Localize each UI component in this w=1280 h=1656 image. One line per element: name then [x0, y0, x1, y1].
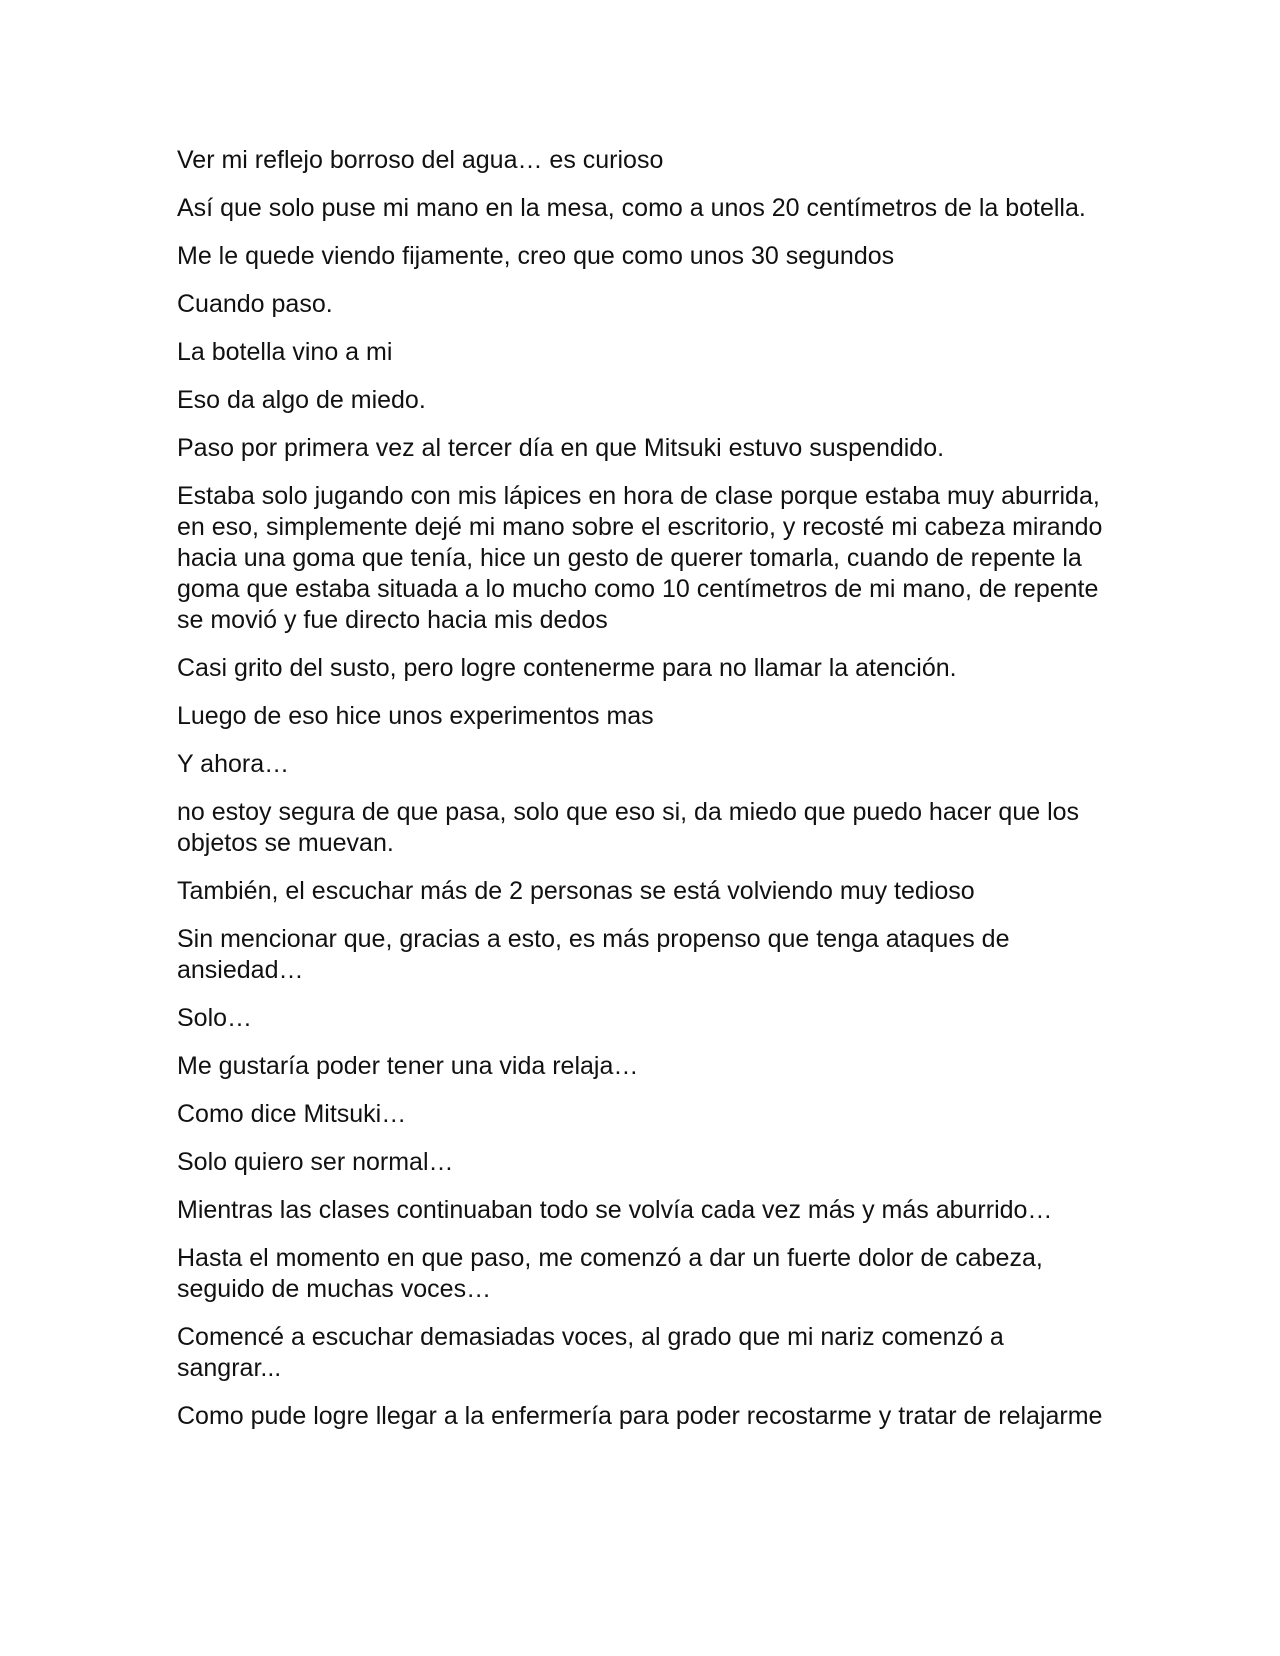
paragraph: También, el escuchar más de 2 personas se está volviendo muy tedioso	[177, 877, 975, 905]
paragraph: Mientras las clases continuaban todo se volvía cada vez más y más aburrido…	[177, 1196, 1053, 1224]
paragraph: Y ahora…	[177, 750, 290, 778]
paragraph: Sin mencionar que, gracias a esto, es más propenso que tenga ataques de ansiedad…	[177, 925, 1010, 984]
paragraph: Solo quiero ser normal…	[177, 1148, 454, 1176]
paragraph: Me gustaría poder tener una vida relaja…	[177, 1052, 639, 1080]
paragraph: Paso por primera vez al tercer día en que Mitsuki estuvo suspendido.	[177, 434, 945, 462]
paragraph: no estoy segura de que pasa, solo que eso si, da miedo que puedo hacer que los objetos se muevan.	[177, 798, 1080, 857]
paragraph: Hasta el momento en que paso, me comenzó a dar un fuerte dolor de cabeza, seguido de muchas voces…	[177, 1244, 1043, 1303]
paragraph: Solo…	[177, 1004, 253, 1032]
paragraph: Cuando paso.	[177, 290, 333, 318]
paragraph: Como pude logre llegar a la enfermería para poder recostarme y tratar de relajarme	[177, 1402, 1103, 1430]
paragraph: Casi grito del susto, pero logre contenerme para no llamar la atención.	[177, 654, 957, 682]
paragraph: Eso da algo de miedo.	[177, 386, 426, 414]
paragraph: Así que solo puse mi mano en la mesa, como a unos 20 centímetros de la botella.	[177, 194, 1086, 222]
paragraph: La botella vino a mi	[177, 338, 393, 366]
paragraph: Comencé a escuchar demasiadas voces, al grado que mi nariz comenzó a sangrar...	[177, 1323, 1004, 1382]
paragraph: Me le quede viendo fijamente, creo que como unos 30 segundos	[177, 242, 895, 270]
paragraph: Ver mi reflejo borroso del agua… es curioso	[177, 146, 664, 174]
paragraph: Como dice Mitsuki…	[177, 1100, 407, 1128]
paragraph: Luego de eso hice unos experimentos mas	[177, 702, 654, 730]
paragraph: Estaba solo jugando con mis lápices en hora de clase porque estaba muy aburrida, en eso, simplemente dejé mi mano sobre el escritorio, y recosté mi cabeza mirando hacia una goma que tenía, hice un gesto de querer tomarla, cuando de repente la goma que estaba situada a lo mucho como 10 centímetros de mi mano, de repente se movió y fue directo hacia mis dedos	[177, 482, 1103, 634]
document-body	[177, 145, 1107, 1449]
